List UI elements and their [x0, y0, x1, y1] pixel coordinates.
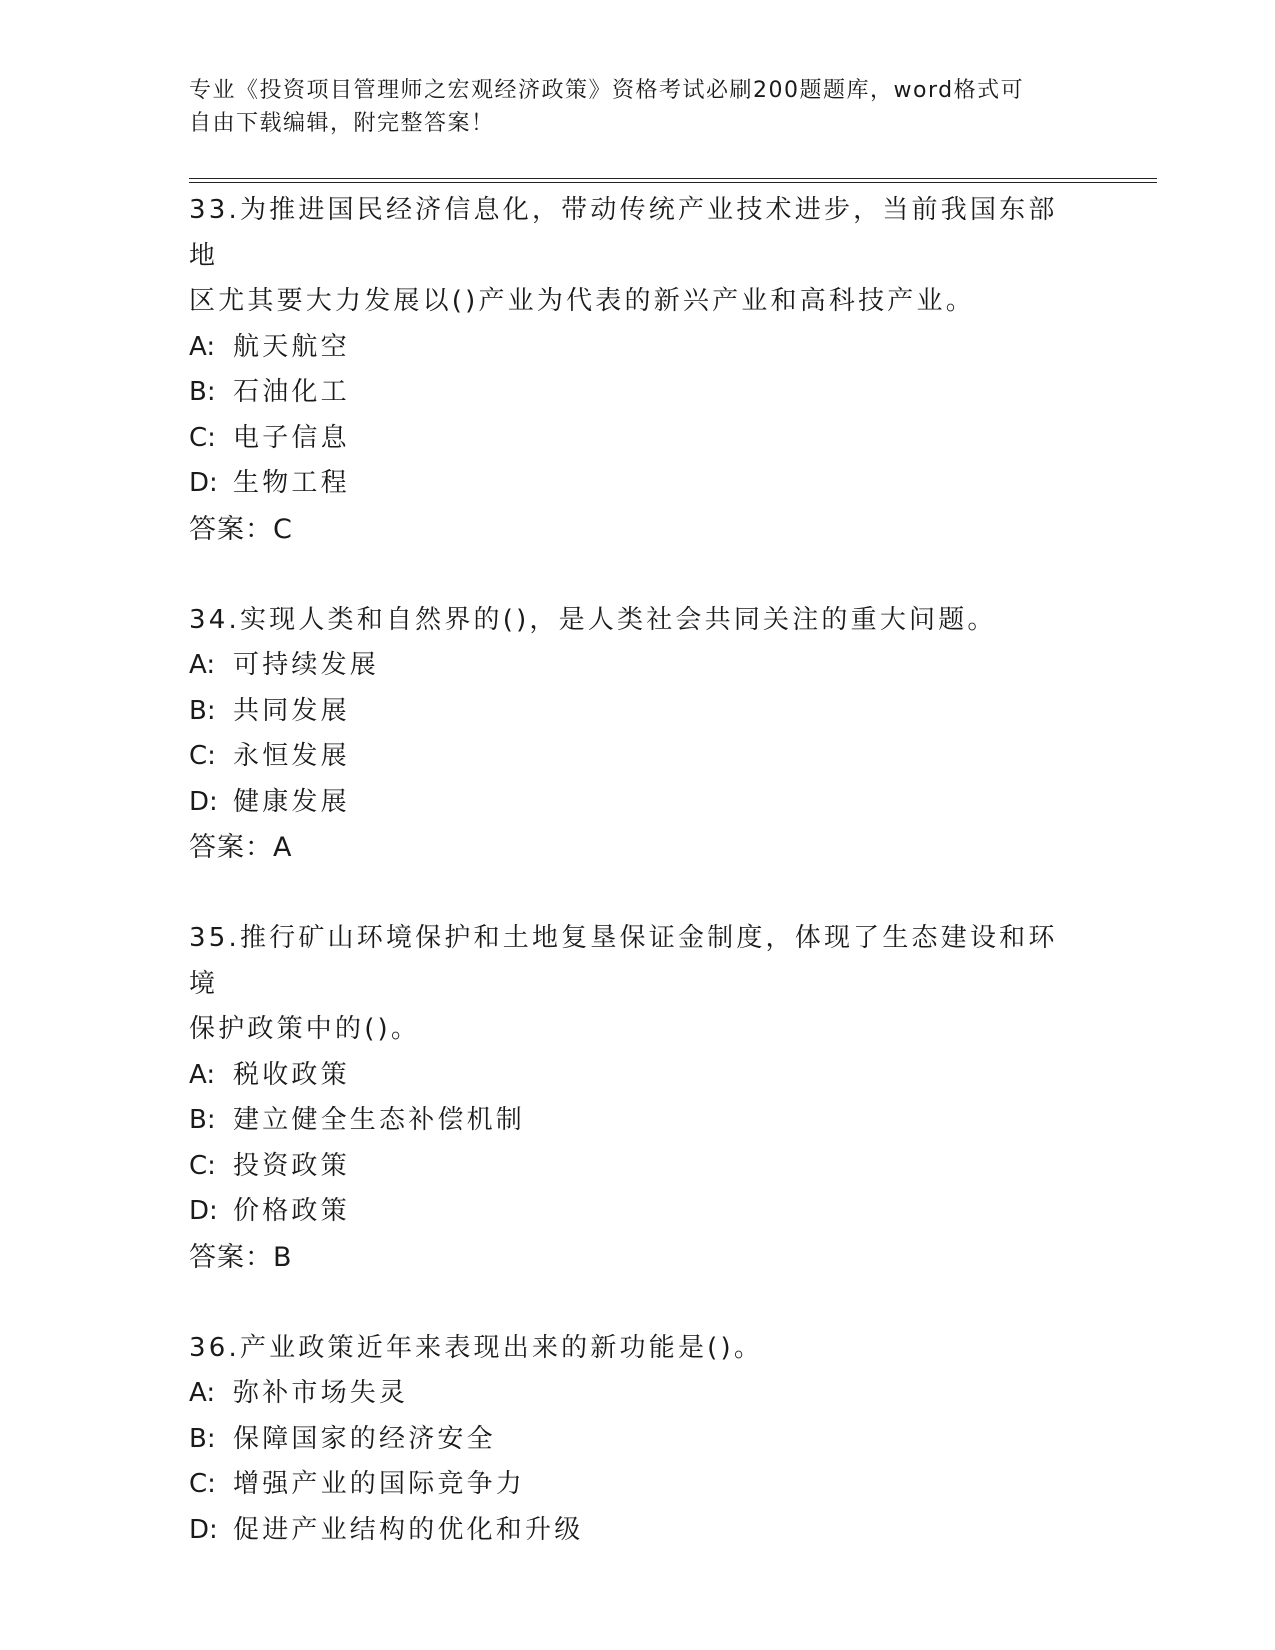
option-a: [189, 325, 1157, 371]
question-35: [189, 916, 1157, 1326]
answer-line: 答案：C: [189, 513, 293, 545]
option-c: [189, 1144, 1157, 1190]
option-d: [189, 1508, 1157, 1554]
option-text: 增强产业的国际竞争力: [233, 1469, 526, 1499]
option-b: [189, 1098, 1157, 1144]
option-d: [189, 1189, 1157, 1235]
option-text: 健康发展: [233, 786, 350, 817]
question-stem-line-1: 34.实现人类和自然界的()，是人类社会共同关注的重大问题。: [189, 604, 997, 635]
question-36: [189, 1326, 1157, 1554]
question-stem: [189, 188, 1069, 325]
option-text: 投资政策: [233, 1150, 350, 1181]
option-text: 价格政策: [233, 1196, 350, 1226]
option-text: 石油化工: [233, 377, 350, 407]
option-c: [189, 1462, 1157, 1508]
option-letter: D:: [189, 1514, 218, 1545]
question-stem-line-1: 33.为推进国民经济信息化，带动传统产业技术进步，当前我国东部地: [189, 195, 1058, 271]
option-a: [189, 1053, 1157, 1099]
option-letter: D:: [189, 1196, 218, 1226]
option-letter: C:: [189, 741, 216, 771]
question-stem-line-1: 35.推行矿山环境保护和土地复垦保证金制度，体现了生态建设和环境: [189, 923, 1058, 999]
option-letter: A:: [189, 1378, 216, 1408]
header-line-1: 专业《投资项目管理师之宏观经济政策》资格考试必刷200题题库，word格式可: [189, 78, 1025, 103]
option-text: 可持续发展: [233, 650, 380, 680]
option-letter: C:: [189, 1469, 216, 1499]
option-b: [189, 370, 1157, 416]
answer-line: 答案：B: [189, 1241, 293, 1273]
question-spacer: [189, 871, 1157, 917]
option-text: 电子信息: [233, 422, 350, 453]
option-text: 建立健全生态补偿机制: [233, 1105, 526, 1135]
header-line-2: 自由下载编辑，附完整答案！: [189, 111, 495, 136]
option-text: 生物工程: [233, 468, 350, 498]
option-text: 永恒发展: [233, 741, 350, 771]
option-letter: D:: [189, 786, 218, 817]
option-letter: B:: [189, 695, 216, 726]
option-letter: A:: [189, 331, 216, 362]
option-d: [189, 461, 1157, 507]
question-stem-line-2: 保护政策中的()。: [189, 1014, 421, 1044]
option-text: 弥补市场失灵: [233, 1378, 409, 1408]
option-c: [189, 416, 1157, 462]
option-d: [189, 780, 1157, 826]
question-stem-line-1: 36.产业政策近年来表现出来的新功能是()。: [189, 1332, 764, 1363]
question-stem: [189, 1326, 1069, 1372]
option-a: [189, 643, 1157, 689]
option-c: [189, 734, 1157, 780]
option-letter: A:: [189, 1059, 216, 1090]
option-text: 保障国家的经济安全: [233, 1423, 496, 1454]
option-b: [189, 689, 1157, 735]
question-spacer: [189, 1280, 1157, 1326]
question-33: [189, 188, 1157, 598]
answer-line: 答案：A: [189, 832, 293, 863]
question-34: [189, 598, 1157, 917]
question-stem-line-2: 区尤其要大力发展以()产业为代表的新兴产业和高科技产业。: [189, 286, 975, 316]
option-letter: A:: [189, 650, 216, 680]
option-text: 促进产业结构的优化和升级: [233, 1514, 584, 1545]
document-page: [189, 0, 1157, 1650]
question-stem: [189, 598, 1069, 644]
option-text: 税收政策: [233, 1059, 350, 1090]
option-text: 共同发展: [233, 695, 350, 726]
question-spacer: [189, 552, 1157, 598]
option-text: 航天航空: [233, 331, 350, 362]
option-letter: D:: [189, 468, 218, 498]
document-header: [189, 74, 1069, 140]
option-a: [189, 1371, 1157, 1417]
option-letter: B:: [189, 1105, 216, 1135]
option-letter: B:: [189, 377, 216, 407]
question-list: [189, 188, 1157, 1553]
option-letter: C:: [189, 1150, 216, 1181]
option-letter: B:: [189, 1423, 216, 1454]
option-b: [189, 1417, 1157, 1463]
question-stem: [189, 916, 1069, 1053]
option-letter: C:: [189, 422, 216, 453]
header-double-rule: [189, 178, 1157, 183]
